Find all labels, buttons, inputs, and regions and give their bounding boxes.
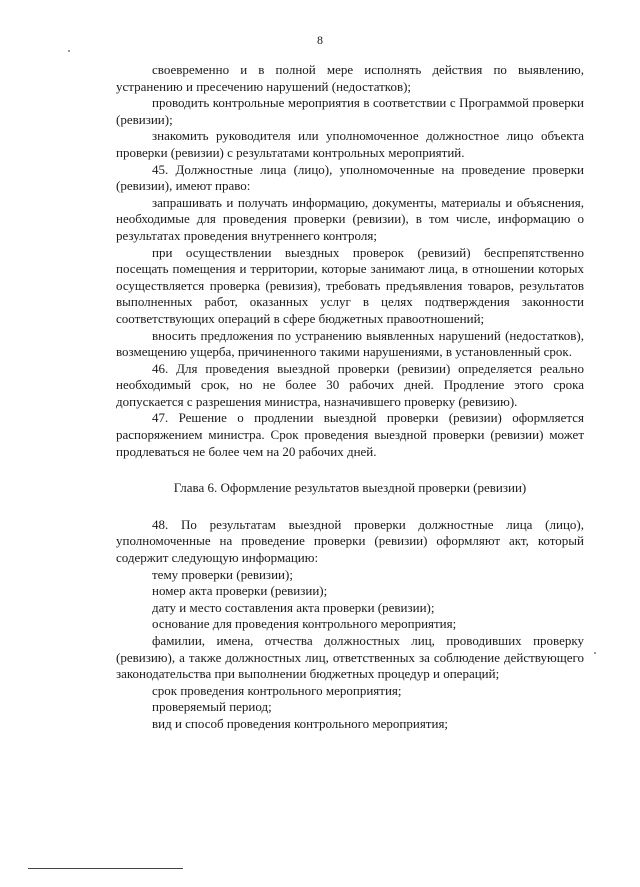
- paragraph: знакомить руководителя или уполномоченное должностное лицо объекта проверки (ревизии) с результатами контрольных мероприятий.: [116, 128, 584, 160]
- paragraph: вносить предложения по устранению выявленных нарушений (недостатков), возмещению ущерба, причиненного такими нарушениями, в установленный срок.: [116, 327, 584, 360]
- scan-speck: [594, 652, 596, 654]
- paragraph: своевременно и в полной мере исполнять действия по выявлению, устранению и пресечению нарушений (недостатков);: [116, 62, 584, 94]
- paragraph: при осуществлении выездных проверок (ревизий) беспрепятственно посещать помещения и территории, которые занимают лица, в отношении которых осуществляется проверка (ревизия), требовать предъявления товаров, результатов выполненных работ, оказанных услуг в целях подтверждения законности соответствующих операций в сфере бюджетных правоотношений;: [116, 244, 584, 326]
- scan-speck: [68, 50, 70, 52]
- paragraph: 45. Должностные лица (лицо), уполномоченные на проведение проверки (ревизии), имеют право:: [116, 161, 584, 194]
- list-item: дату и место составления акта проверки (ревизии);: [152, 599, 435, 615]
- paragraph: проводить контрольные мероприятия в соответствии с Программой проверки (ревизии);: [116, 95, 584, 127]
- page-number: 8: [317, 33, 323, 47]
- list-item: проверяемый период;: [152, 699, 272, 715]
- footer-rule: [28, 868, 183, 869]
- document-body: [116, 62, 584, 733]
- list-item: срок проведения контрольного мероприятия;: [152, 682, 402, 698]
- paragraph: 48. По результатам выездной проверки должностные лица (лицо), уполномоченные на проведение проверки (ревизии) оформляют акт, который содержит следующую информацию:: [116, 516, 584, 566]
- list-item: вид и способ проведения контрольного мероприятия;: [152, 715, 449, 731]
- list-item: фамилии, имена, отчества должностных лиц, проводивших проверку (ревизию), а также должностных лиц, ответственных за соблюдение действующего законодательства при выполнении бюджетных процедур и операций;: [116, 633, 584, 682]
- list-item: номер акта проверки (ревизии);: [152, 583, 328, 599]
- paragraph: 46. Для проведения выездной проверки (ревизии) определяется реально необходимый срок, но не более 30 рабочих дней. Продление этого срока допускается с разрешения министра, назначившего проверку (ревизию).: [116, 360, 584, 409]
- chapter-heading: Глава 6. Оформление результатов выездной проверки (ревизии): [173, 480, 527, 496]
- paragraph: запрашивать и получать информацию, документы, материалы и объяснения, необходимые для проведения проверки (ревизии), в том числе, информацию о результатах проведения внутреннего контроля;: [116, 194, 584, 243]
- paragraph: 47. Решение о продлении выездной проверки (ревизии) оформляется распоряжением министра. Срок проведения выездной проверки (ревизии) может продлеваться не более чем на 20 рабочих дней.: [116, 410, 584, 459]
- list-item: тему проверки (ревизии);: [152, 566, 293, 582]
- list-item: основание для проведения контрольного мероприятия;: [152, 616, 457, 632]
